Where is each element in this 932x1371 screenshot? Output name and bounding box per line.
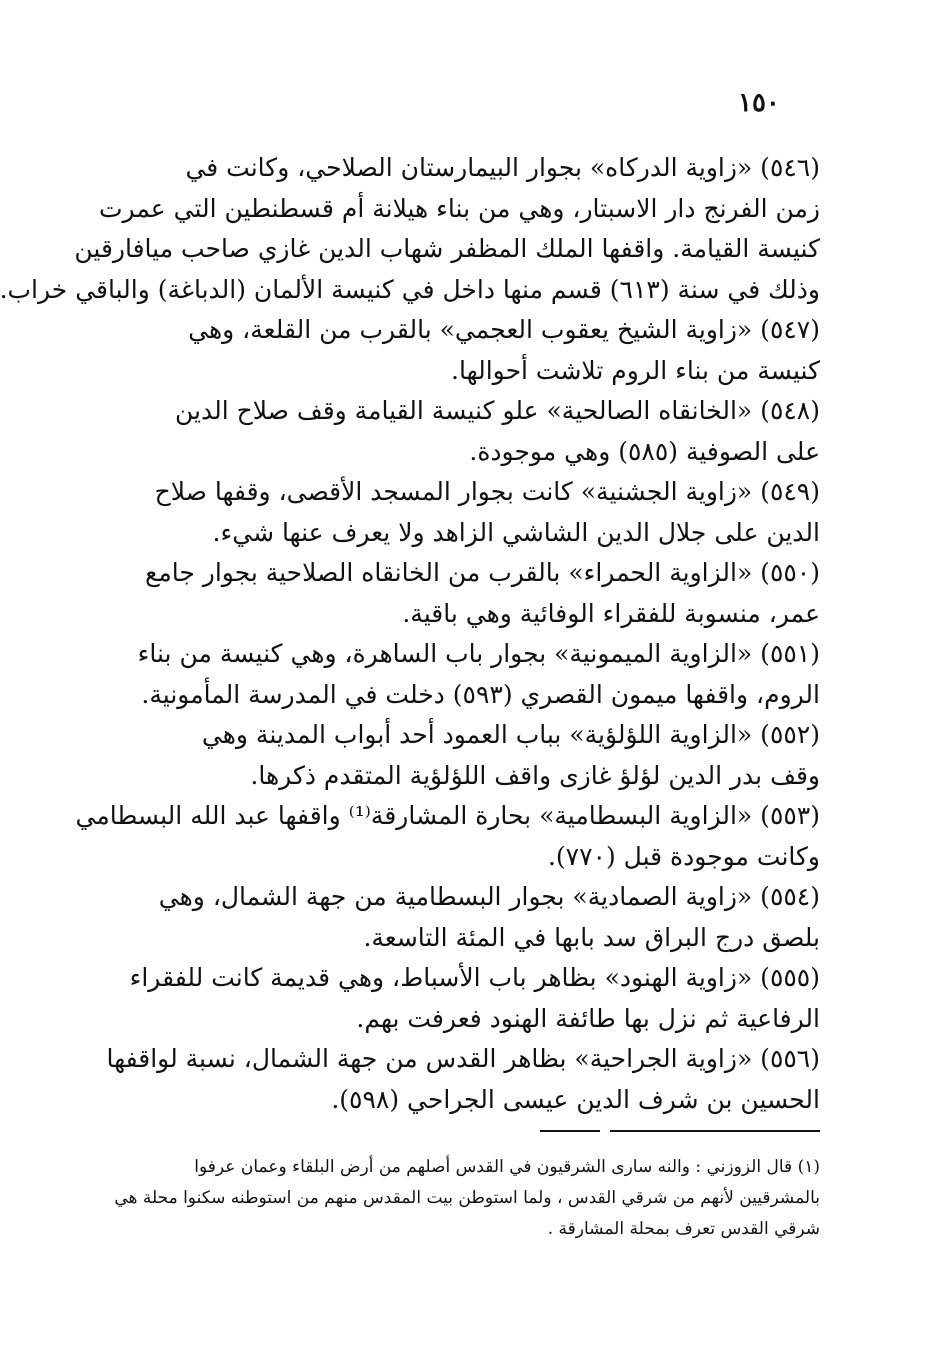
entry-paragraph — [122, 958, 820, 1039]
entry-paragraph — [122, 877, 820, 958]
entry-line: (٥٥١) «الزاوية الميمونية» بجوار باب الساهرة، وهي كنيسة من بناء — [137, 639, 820, 668]
entry-line: على الصوفية (٥٨٥) وهي موجودة. — [469, 436, 820, 466]
entry-paragraph — [122, 715, 820, 796]
entry-line: (٥٥٦) «زاوية الجراحية» بظاهر القدس من جهة الشمال، نسبة لواقفها — [106, 1044, 820, 1073]
entry-paragraph — [75, 796, 820, 877]
separator-rule-long — [610, 1130, 820, 1132]
footnote-separator — [540, 1130, 820, 1133]
footnote-line: (١) قال الزوزني : والنه سارى الشرقيون في القدس أصلهم من أرض البلقاء وعمان عرفوا — [194, 1157, 820, 1177]
entry-line: (٥٥٥) «زاوية الهنود» بظاهر باب الأسباط، وهي قديمة كانت للفقراء — [129, 963, 820, 992]
entry-line: (٥٥٤) «زاوية الصمادية» بجوار البسطامية من جهة الشمال، وهي — [158, 882, 820, 911]
entry-paragraph — [122, 472, 820, 553]
entry-line: الحسين بن شرف الدين عيسى الجراحي (٥٩٨). — [331, 1084, 820, 1114]
entry-line: (٥٥٠) «الزاوية الحمراء» بالقرب من الخانقاه الصلاحية بجوار جامع — [145, 558, 820, 587]
entry-line: زمن الفرنج دار الاسبتار، وهي من بناء هيلانة أم قسطنطين التي عمرت — [98, 193, 820, 223]
entry-line: الروم، واقفها ميمون القصري (٥٩٣) دخلت في المدرسة المأمونية. — [141, 679, 820, 709]
entry-line: (٥٤٩) «زاوية الجشنية» كانت بجوار المسجد الأقصى، وقفها صلاح — [154, 477, 820, 506]
entry-line: وذلك في سنة (٦١٣) قسم منها داخل في كنيسة الألمان (الدباغة) والباقي خراب. — [0, 274, 820, 304]
entry-paragraph — [122, 553, 820, 634]
entry-line: (٥٤٧) «زاوية الشيخ يعقوب العجمي» بالقرب من القلعة، وهي — [188, 315, 820, 344]
entry-line: عمر، منسوبة للفقراء الوفائية وهي باقية. — [402, 598, 820, 628]
entry-line: (٥٤٨) «الخانقاه الصالحية» علو كنيسة القيامة وقف صلاح الدين — [174, 396, 820, 425]
entry-line: (٥٥٣) «الزاوية البسطامية» بحارة المشارقة⁽¹⁾ واقفها عبد الله البسطامي — [75, 801, 820, 830]
entry-paragraph — [0, 148, 820, 310]
footnote-line: شرقي القدس تعرف بمحلة المشارقة . — [547, 1219, 820, 1239]
page-number: ١٥٠ — [738, 88, 780, 118]
entry-line: الدين على جلال الدين الشاشي الزاهد ولا يعرف عنها شيء. — [212, 517, 820, 547]
entry-line: كنيسة القيامة. واقفها الملك المظفر شهاب الدين غازي صاحب ميافارقين — [74, 234, 820, 263]
entry-paragraph — [106, 1039, 820, 1120]
entry-line: بلصق درج البراق سد بابها في المئة التاسعة. — [363, 922, 820, 952]
entry-line: كنيسة من بناء الروم تلاشت أحوالها. — [451, 355, 820, 385]
footnote-line: بالمشرقيين لأنهم من شرقي القدس ، ولما استوطن بيت المقدس منهم من استوطنه سكنوا محلة هي — [114, 1188, 820, 1208]
entry-line: وقف بدر الدين لؤلؤ غازى واقف اللؤلؤية المتقدم ذكرها. — [250, 760, 820, 790]
entry-line: (٥٤٦) «زاوية الدركاه» بجوار البيمارستان الصلاحي، وكانت في — [185, 153, 820, 182]
body-text — [0, 148, 820, 1120]
separator-rule-short — [540, 1130, 600, 1132]
entry-line: وكانت موجودة قبل (٧٧٠). — [547, 841, 820, 871]
entry-paragraph — [122, 310, 820, 391]
entry-paragraph — [122, 634, 820, 715]
entry-line: الرفاعية ثم نزل بها طائفة الهنود فعرفت بهم. — [356, 1003, 820, 1033]
entry-line: (٥٥٢) «الزاوية اللؤلؤية» بباب العمود أحد أبواب المدينة وهي — [201, 720, 820, 749]
footnote — [114, 1152, 820, 1245]
entry-paragraph — [122, 391, 820, 472]
